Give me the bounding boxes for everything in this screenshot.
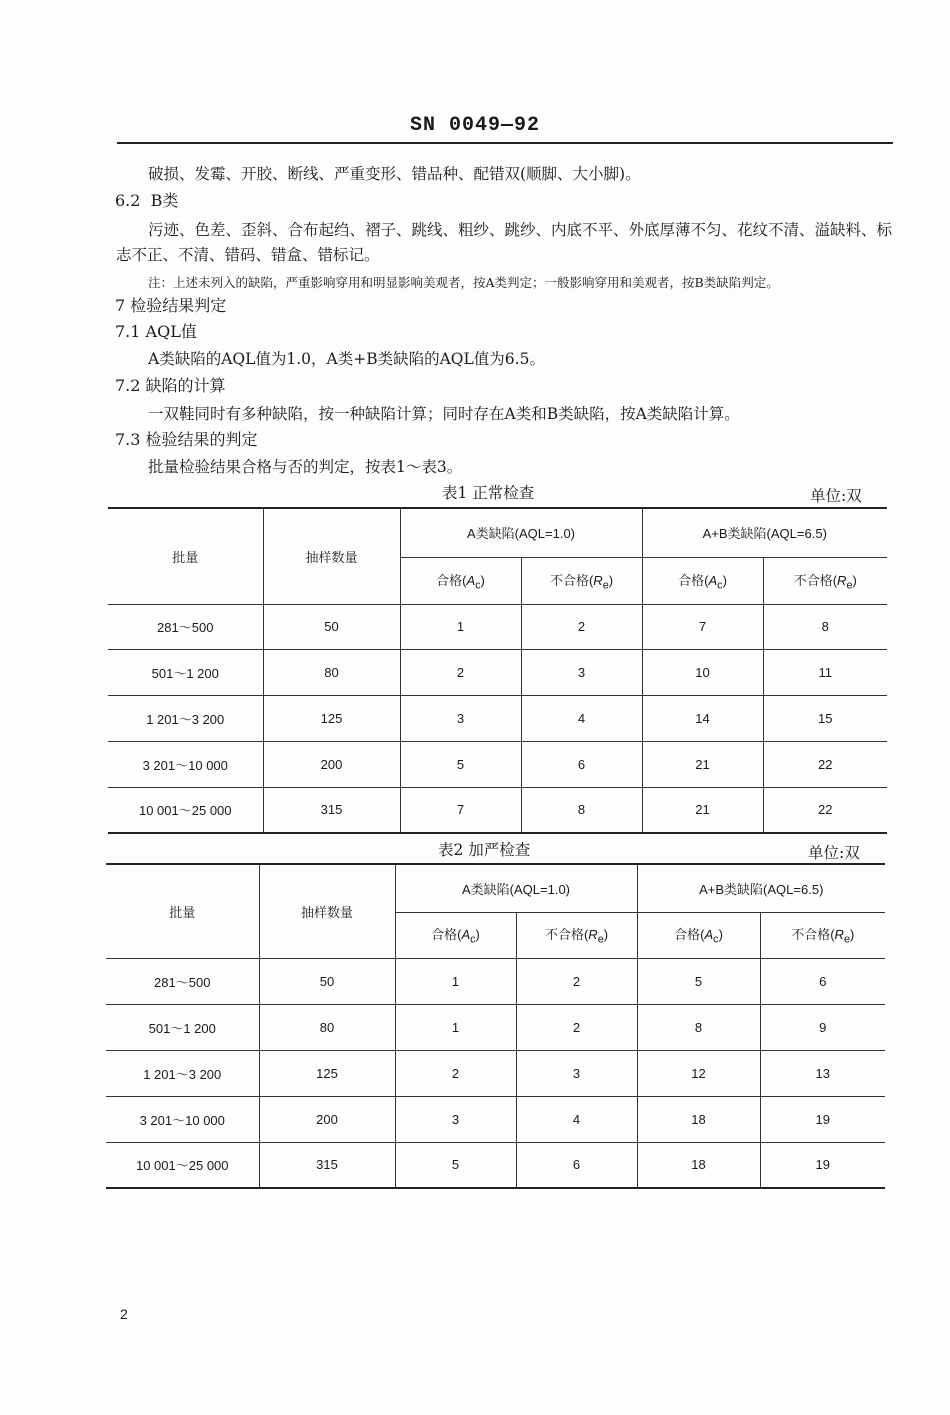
class-b-text-line-1: 污迹、色差、歪斜、合布起绉、褶子、跳线、粗纱、跳纱、内底不平、外底厚薄不匀、花纹不清、溢缺料、标 — [148, 221, 893, 239]
table-1-unit: 单位:双 — [810, 487, 862, 505]
table-cell: 2 — [521, 604, 642, 649]
table-cell: 15 — [763, 695, 887, 741]
table-2-unit: 单位:双 — [808, 844, 860, 862]
col-ab-header: A+B类缺陷(AQL=6.5) — [642, 508, 887, 557]
table-2-tightened-inspection — [106, 863, 885, 1189]
table-cell: 12 — [637, 1050, 760, 1096]
header-rule — [117, 142, 893, 144]
table-row — [108, 649, 887, 695]
table-cell: 125 — [263, 695, 400, 741]
table-cell: 4 — [516, 1096, 637, 1142]
table-cell: 11 — [763, 649, 887, 695]
table-cell: 8 — [763, 604, 887, 649]
col-lot-header: 批量 — [108, 508, 263, 604]
table-cell: 501～1 200 — [108, 649, 263, 695]
section-7-1-text: A类缺陷的AQL值为1.0，A类+B类缺陷的AQL值为6.5。 — [148, 350, 545, 368]
col-sample-header: 抽样数量 — [263, 508, 400, 604]
table-cell: 22 — [763, 787, 887, 833]
table-row — [108, 787, 887, 833]
table-cell: 200 — [259, 1096, 395, 1142]
table-cell: 3 — [521, 649, 642, 695]
table-cell: 80 — [263, 649, 400, 695]
table-cell: 18 — [637, 1096, 760, 1142]
table-row — [106, 1050, 885, 1096]
a-accept-header: 合格$(A_c)$ — [395, 912, 516, 958]
table-cell: 2 — [395, 1050, 516, 1096]
class-a-continuation: 破损、发霉、开胶、断线、严重变形、错品种、配错双(顺脚、大小脚)。 — [148, 165, 641, 183]
col-a-header: A类缺陷(AQL=1.0) — [395, 864, 637, 912]
section-7-3-text: 批量检验结果合格与否的判定，按表1～表3。 — [148, 458, 463, 476]
table-row — [108, 604, 887, 649]
table-row — [106, 1142, 885, 1188]
table-cell: 21 — [642, 787, 763, 833]
section-7-1-heading: 7.1 AQL值 — [115, 322, 197, 341]
table-cell: 1 — [395, 1004, 516, 1050]
table-cell: 5 — [400, 741, 521, 787]
table-cell: 50 — [259, 958, 395, 1004]
table-cell: 4 — [521, 695, 642, 741]
table-row — [108, 695, 887, 741]
table-cell: 19 — [760, 1096, 885, 1142]
table-cell: 3 201～10 000 — [106, 1096, 259, 1142]
col-a-header: A类缺陷(AQL=1.0) — [400, 508, 642, 557]
table-2-caption: 表2 加严检查 — [438, 841, 531, 859]
table-cell: 1 201～3 200 — [106, 1050, 259, 1096]
table-cell: 6 — [521, 741, 642, 787]
standard-code: SN 0049—92 — [409, 114, 541, 137]
table-cell: 7 — [400, 787, 521, 833]
table-cell: 13 — [760, 1050, 885, 1096]
table-cell: 1 — [400, 604, 521, 649]
table-row — [106, 958, 885, 1004]
section-7-2-heading: 7.2 缺陷的计算 — [115, 376, 226, 395]
note: 注：上述未列入的缺陷，严重影响穿用和明显影响美观者，按A类判定；一般影响穿用和美观者，按B类缺陷判定。 — [148, 275, 779, 290]
table-cell: 10 001～25 000 — [106, 1142, 259, 1188]
page-number: 2 — [120, 1306, 128, 1322]
table-cell: 6 — [760, 958, 885, 1004]
table-cell: 18 — [637, 1142, 760, 1188]
section-7-3-heading: 7.3 检验结果的判定 — [115, 430, 258, 449]
table-cell: 21 — [642, 741, 763, 787]
table-cell: 501～1 200 — [106, 1004, 259, 1050]
section-7-2-text: 一双鞋同时有多种缺陷，按一种缺陷计算；同时存在A类和B类缺陷，按A类缺陷计算。 — [148, 405, 740, 423]
table-cell: 315 — [259, 1142, 395, 1188]
table-row — [106, 1096, 885, 1142]
table-row — [106, 1004, 885, 1050]
table-1-normal-inspection — [108, 507, 887, 834]
a-reject-header: 不合格$(R_e)$ — [521, 557, 642, 604]
table-cell: 281～500 — [106, 958, 259, 1004]
table-cell: 3 — [400, 695, 521, 741]
table-cell: 3 — [516, 1050, 637, 1096]
table-cell: 3 — [395, 1096, 516, 1142]
a-reject-header: 不合格$(R_e)$ — [516, 912, 637, 958]
table-cell: 3 201～10 000 — [108, 741, 263, 787]
col-ab-header: A+B类缺陷(AQL=6.5) — [637, 864, 885, 912]
col-sample-header: 抽样数量 — [259, 864, 395, 958]
table-cell: 10 001～25 000 — [108, 787, 263, 833]
table-cell: 1 — [395, 958, 516, 1004]
table-cell: 14 — [642, 695, 763, 741]
table-cell: 2 — [516, 958, 637, 1004]
table-row — [108, 741, 887, 787]
table-cell: 200 — [263, 741, 400, 787]
table-cell: 315 — [263, 787, 400, 833]
ab-reject-header: 不合格$(R_e)$ — [760, 912, 885, 958]
table-cell: 7 — [642, 604, 763, 649]
table-cell: 10 — [642, 649, 763, 695]
table-cell: 281～500 — [108, 604, 263, 649]
section-title: B类 — [150, 191, 179, 210]
section-7-heading: 7 检验结果判定 — [115, 296, 227, 315]
table-cell: 5 — [395, 1142, 516, 1188]
section-number: 6.2 — [115, 191, 141, 210]
ab-accept-header: 合格$(A_c)$ — [642, 557, 763, 604]
table-cell: 5 — [637, 958, 760, 1004]
table-cell: 8 — [637, 1004, 760, 1050]
ab-reject-header: 不合格$(R_e)$ — [763, 557, 887, 604]
table-cell: 22 — [763, 741, 887, 787]
table-cell: 9 — [760, 1004, 885, 1050]
col-lot-header: 批量 — [106, 864, 259, 958]
a-accept-header: 合格$(A_c)$ — [400, 557, 521, 604]
table-cell: 125 — [259, 1050, 395, 1096]
section-6-2-heading — [115, 188, 178, 211]
table-1-caption: 表1 正常检查 — [442, 484, 535, 502]
ab-accept-header: 合格$(A_c)$ — [637, 912, 760, 958]
class-b-text-line-2: 志不正、不清、错码、错盒、错标记。 — [116, 246, 380, 264]
table-cell: 2 — [516, 1004, 637, 1050]
table-cell: 8 — [521, 787, 642, 833]
table-cell: 50 — [263, 604, 400, 649]
table-cell: 1 201～3 200 — [108, 695, 263, 741]
table-cell: 6 — [516, 1142, 637, 1188]
table-cell: 19 — [760, 1142, 885, 1188]
table-cell: 2 — [400, 649, 521, 695]
table-cell: 80 — [259, 1004, 395, 1050]
